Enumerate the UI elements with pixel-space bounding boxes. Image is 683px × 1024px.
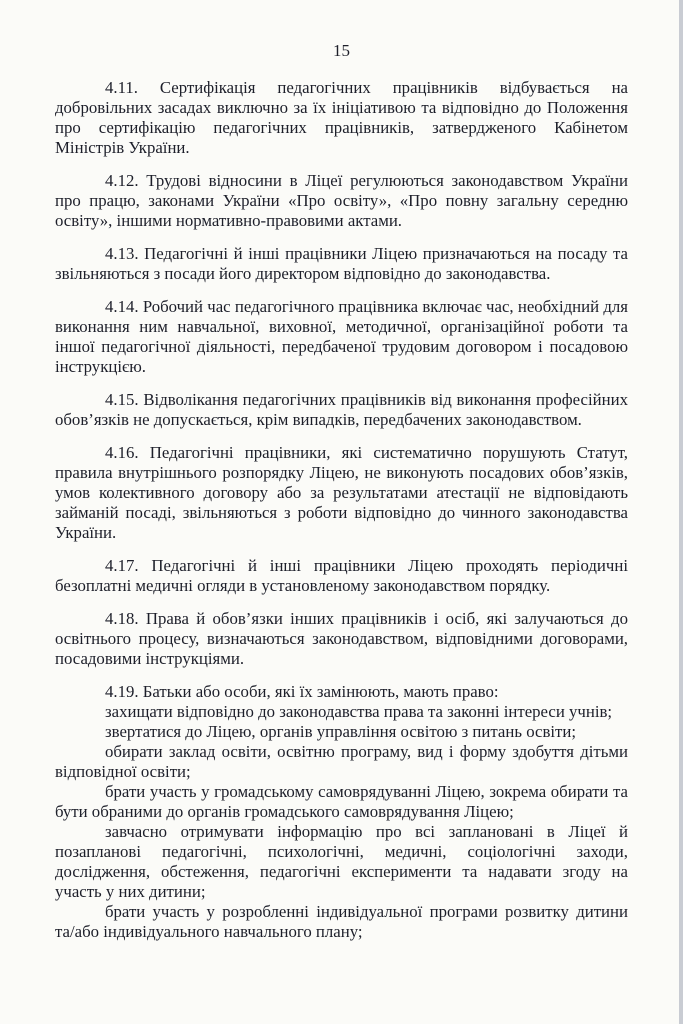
document-body (55, 78, 628, 942)
list-item: брати участь у громадському самоврядуванні Ліцею, зокрема обирати та бути обраними до органів громадського самоврядування Ліцею; (55, 782, 628, 821)
list-item: завчасно отримувати інформацію про всі заплановані в Ліцеї й позапланові педагогічні, психологічні, медичні, соціологічні заходи, дослідження, обстеження, педагогічні експерименти та надавати згоду на участь у них дитини; (55, 822, 628, 901)
paragraph-4-13: 4.13. Педагогічні й інші працівники Ліцею призначаються на посаду та звільняються з посади його директором відповідно до законодавства. (55, 244, 628, 283)
paragraph-4-15: 4.15. Відволікання педагогічних працівників від виконання професійних обов’язків не допускається, крім випадків, передбачених законодавством. (55, 390, 628, 429)
list-item: звертатися до Ліцею, органів управління освітою з питань освіти; (105, 722, 577, 741)
paragraph-4-14: 4.14. Робочий час педагогічного працівника включає час, необхідний для виконання ним навчальної, виховної, методичної, організаційної роботи та іншої педагогічної діяльності, передбаченої трудовим договором і посадовою інструкцією. (55, 297, 628, 376)
paragraph-4-18: 4.18. Права й обов’язки інших працівників і осіб, які залучаються до освітнього процесу, визначаються законодавством, відповідними договорами, посадовими інструкціями. (55, 609, 628, 668)
list-item: захищати відповідно до законодавства права та законні інтереси учнів; (105, 702, 613, 721)
page-edge (679, 0, 683, 1024)
paragraph-4-11: 4.11. Сертифікація педагогічних працівників відбувається на добровільних засадах виключно за їх ініціативою та відповідно до Положення про сертифікацію педагогічних працівників, затвердженого Кабінетом Міністрів України. (55, 78, 628, 157)
page-number: 15 (333, 41, 350, 60)
paragraph-4-12: 4.12. Трудові відносини в Ліцеї регулюються законодавством України про працю, законами України «Про освіту», «Про повну загальну середню освіту», іншими нормативно-правовими актами. (55, 171, 628, 230)
paragraph-4-17: 4.17. Педагогічні й інші працівники Ліцею проходять періодичні безоплатні медичні огляди в установленому законодавством порядку. (55, 556, 628, 595)
paragraph-4-16: 4.16. Педагогічні працівники, які систематично порушують Статут, правила внутрішнього розпорядку Ліцею, не виконують посадових обов’язків, умов колективного договору або за результатами атестації не відповідають займаній посаді, звільняються з роботи відповідно до чинного законодавства України. (55, 443, 628, 542)
list-item: брати участь у розробленні індивідуальної програми розвитку дитини та/або індивідуального навчального плану; (55, 902, 628, 941)
paragraph-4-19-intro: 4.19. Батьки або особи, які їх замінюють, мають право: (105, 682, 499, 701)
list-item: обирати заклад освіти, освітню програму, вид і форму здобуття дітьми відповідної освіти; (55, 742, 628, 781)
section-4-19 (55, 682, 628, 942)
